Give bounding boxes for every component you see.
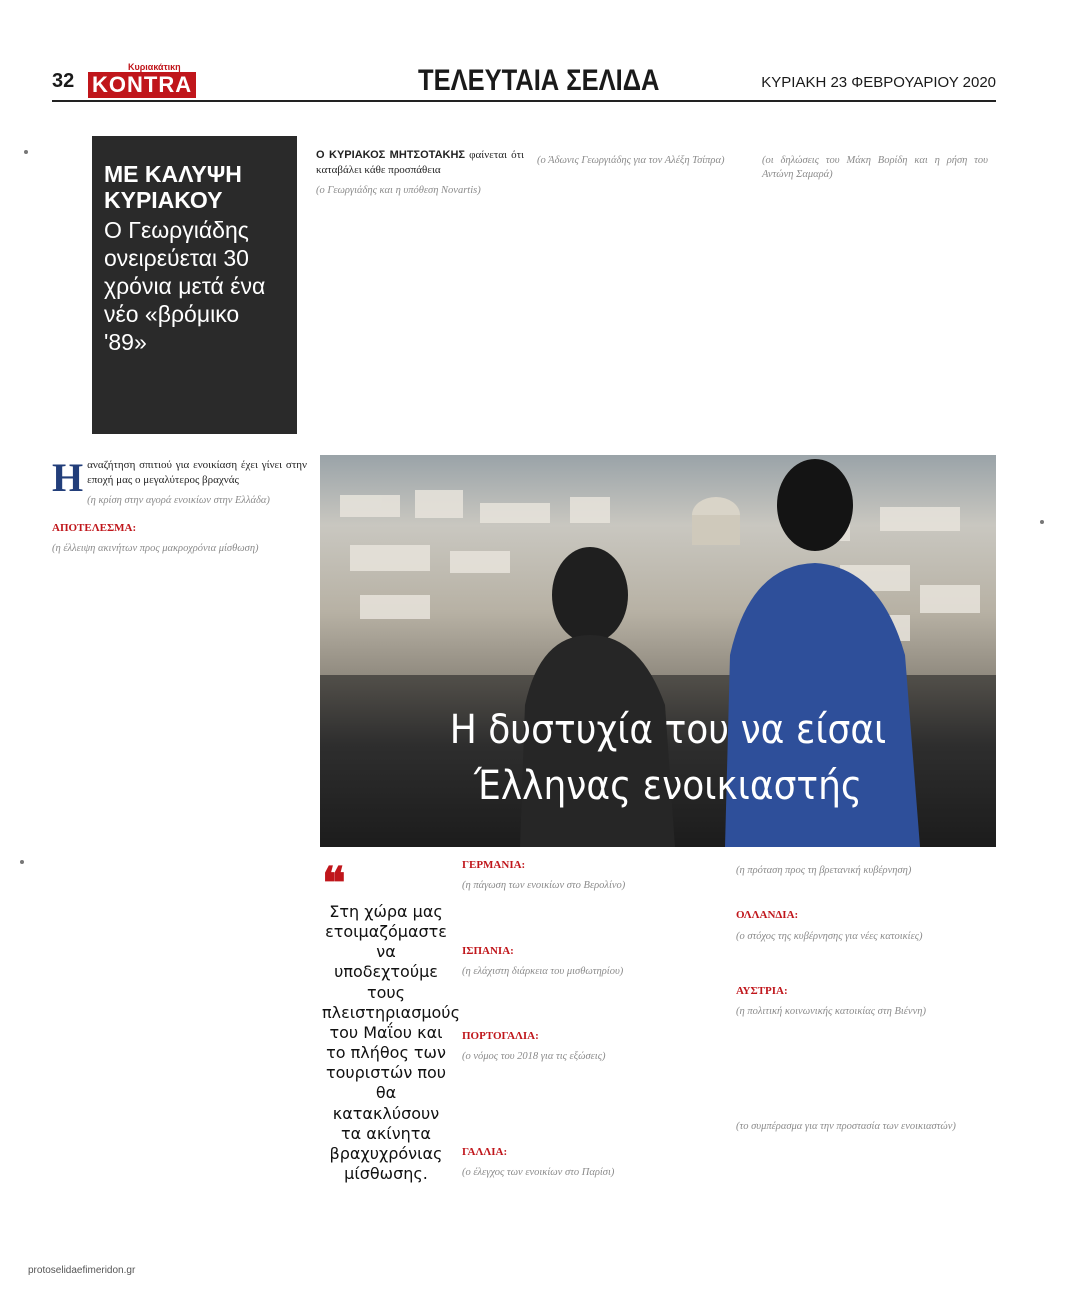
section-title: ΤΕΛΕΥΤΑΙΑ ΣΕΛΙΔΑ	[418, 64, 660, 97]
country-gist-portugal: (ο νόμος του 2018 για τις εξώσεις)	[462, 1051, 606, 1063]
logo-wordmark: KONTRA	[86, 72, 196, 98]
country-gist-france: (ο έλεγχος των ενοικίων στο Παρίσι)	[462, 1167, 615, 1179]
top-column-1-gist: (ο Γεωργιάδης και η υπόθεση Novartis)	[316, 185, 481, 197]
top-column-3-gist: (οι δηλώσεις του Μάκη Βορίδη και η ρήση του Αντώνη Σαμαρά)	[762, 155, 988, 181]
couple-over-athens-photo	[320, 455, 996, 847]
country-label-netherlands: ΟΛΛΑΝΔΙΑ:	[736, 909, 799, 922]
sidebar-box	[92, 136, 297, 434]
result-gist: (η έλλειψη ακινήτων προς μακροχρόνια μίσθωση)	[52, 543, 259, 554]
scan-mark	[1040, 520, 1044, 524]
sidebar-headline: Ο Γεωργιάδης ονειρεύεται 30 χρόνια μετά ένα νέο «βρόμικο '89»	[104, 216, 266, 355]
countries-column-right	[736, 858, 992, 1138]
scan-mark	[24, 150, 28, 154]
dropcap: Η	[52, 455, 84, 500]
main-article-gist: (η κρίση στην αγορά ενοικίων στην Ελλάδα)	[87, 495, 270, 507]
pull-quote: Στη χώρα μας ετοιμαζόμαστε να υποδεχτούμε τους πλειστηριασμούς του Μαΐου και το πλήθος των τουριστών που θα κατακλύσουν τα ακίνητα βραχυχρόνιας μίσθωσης.	[322, 902, 460, 1184]
country-gist-spain: (η ελάχιστη διάρκεια του μισθωτηρίου)	[462, 965, 624, 977]
masthead	[52, 64, 996, 100]
top-column-2	[537, 148, 749, 172]
country-label-portugal: ΠΟΡΤΟΓΑΛΙΑ:	[462, 1030, 539, 1043]
country-gist-uk: (η πρόταση προς τη βρετανική κυβέρνηση)	[736, 865, 912, 876]
top-column-3	[762, 148, 988, 187]
quote-mark: ❝	[322, 858, 346, 909]
closing-gist: (το συμπέρασμα για την προστασία των ενοικιαστών)	[736, 1120, 956, 1132]
scan-mark	[20, 860, 24, 864]
top-column-2-gist: (ο Άδωνις Γεωργιάδης για τον Αλέξη Τσίπρα)	[537, 155, 725, 166]
header-rule	[52, 100, 996, 102]
top-column-1-lead: Ο ΚΥΡΙΑΚΟΣ ΜΗΤΣΟΤΑΚΗΣ	[316, 149, 466, 161]
page-number: 32	[52, 70, 75, 92]
issue-date: ΚΥΡΙΑΚΗ 23 ΦΕΒΡΟΥΑΡΙΟΥ 2020	[761, 74, 996, 91]
countries-column-left	[462, 858, 720, 1185]
result-label: ΑΠΟΤΕΛΕΣΜΑ:	[52, 521, 137, 534]
country-gist-netherlands: (ο στόχος της κυβέρνησης για νέες κατοικίες)	[736, 930, 923, 942]
newspaper-logo	[86, 64, 216, 96]
country-label-france: ΓΑΛΛΙΑ:	[462, 1145, 508, 1158]
sidebar-kicker: ΜΕ ΚΑΛΥΨΗ ΚΥΡΙΑΚΟΥ	[104, 161, 242, 213]
main-article-column	[52, 455, 307, 560]
main-article-lead: αναζήτηση σπιτιού για ενοικίαση έχει γίνει στην εποχή μας ο μεγαλύτερος βραχνάς	[87, 459, 307, 487]
country-label-austria: ΑΥΣΤΡΙΑ:	[736, 985, 788, 998]
country-gist-austria: (η πολιτική κοινωνικής κατοικίας στη Βιέννη)	[736, 1006, 926, 1018]
top-column-1-text: φαίνεται ότι καταβάλει κάθε προσπάθεια	[316, 149, 525, 177]
source-watermark: protoselidaefimeridon.gr	[28, 1265, 136, 1276]
country-gist-germany: (η πάγωση των ενοικίων στο Βερολίνο)	[462, 880, 626, 892]
headline-line-1: Η δυστυχία του να είσαι	[449, 707, 887, 753]
top-column-1	[316, 148, 524, 203]
country-label-germany: ΓΕΡΜΑΝΙΑ:	[462, 859, 526, 871]
logo-supertitle: Κυριακάτικη	[128, 62, 181, 72]
headline-line-2: Έλληνας ενοικιαστής	[473, 763, 863, 809]
country-label-spain: ΙΣΠΑΝΙΑ:	[462, 944, 514, 957]
